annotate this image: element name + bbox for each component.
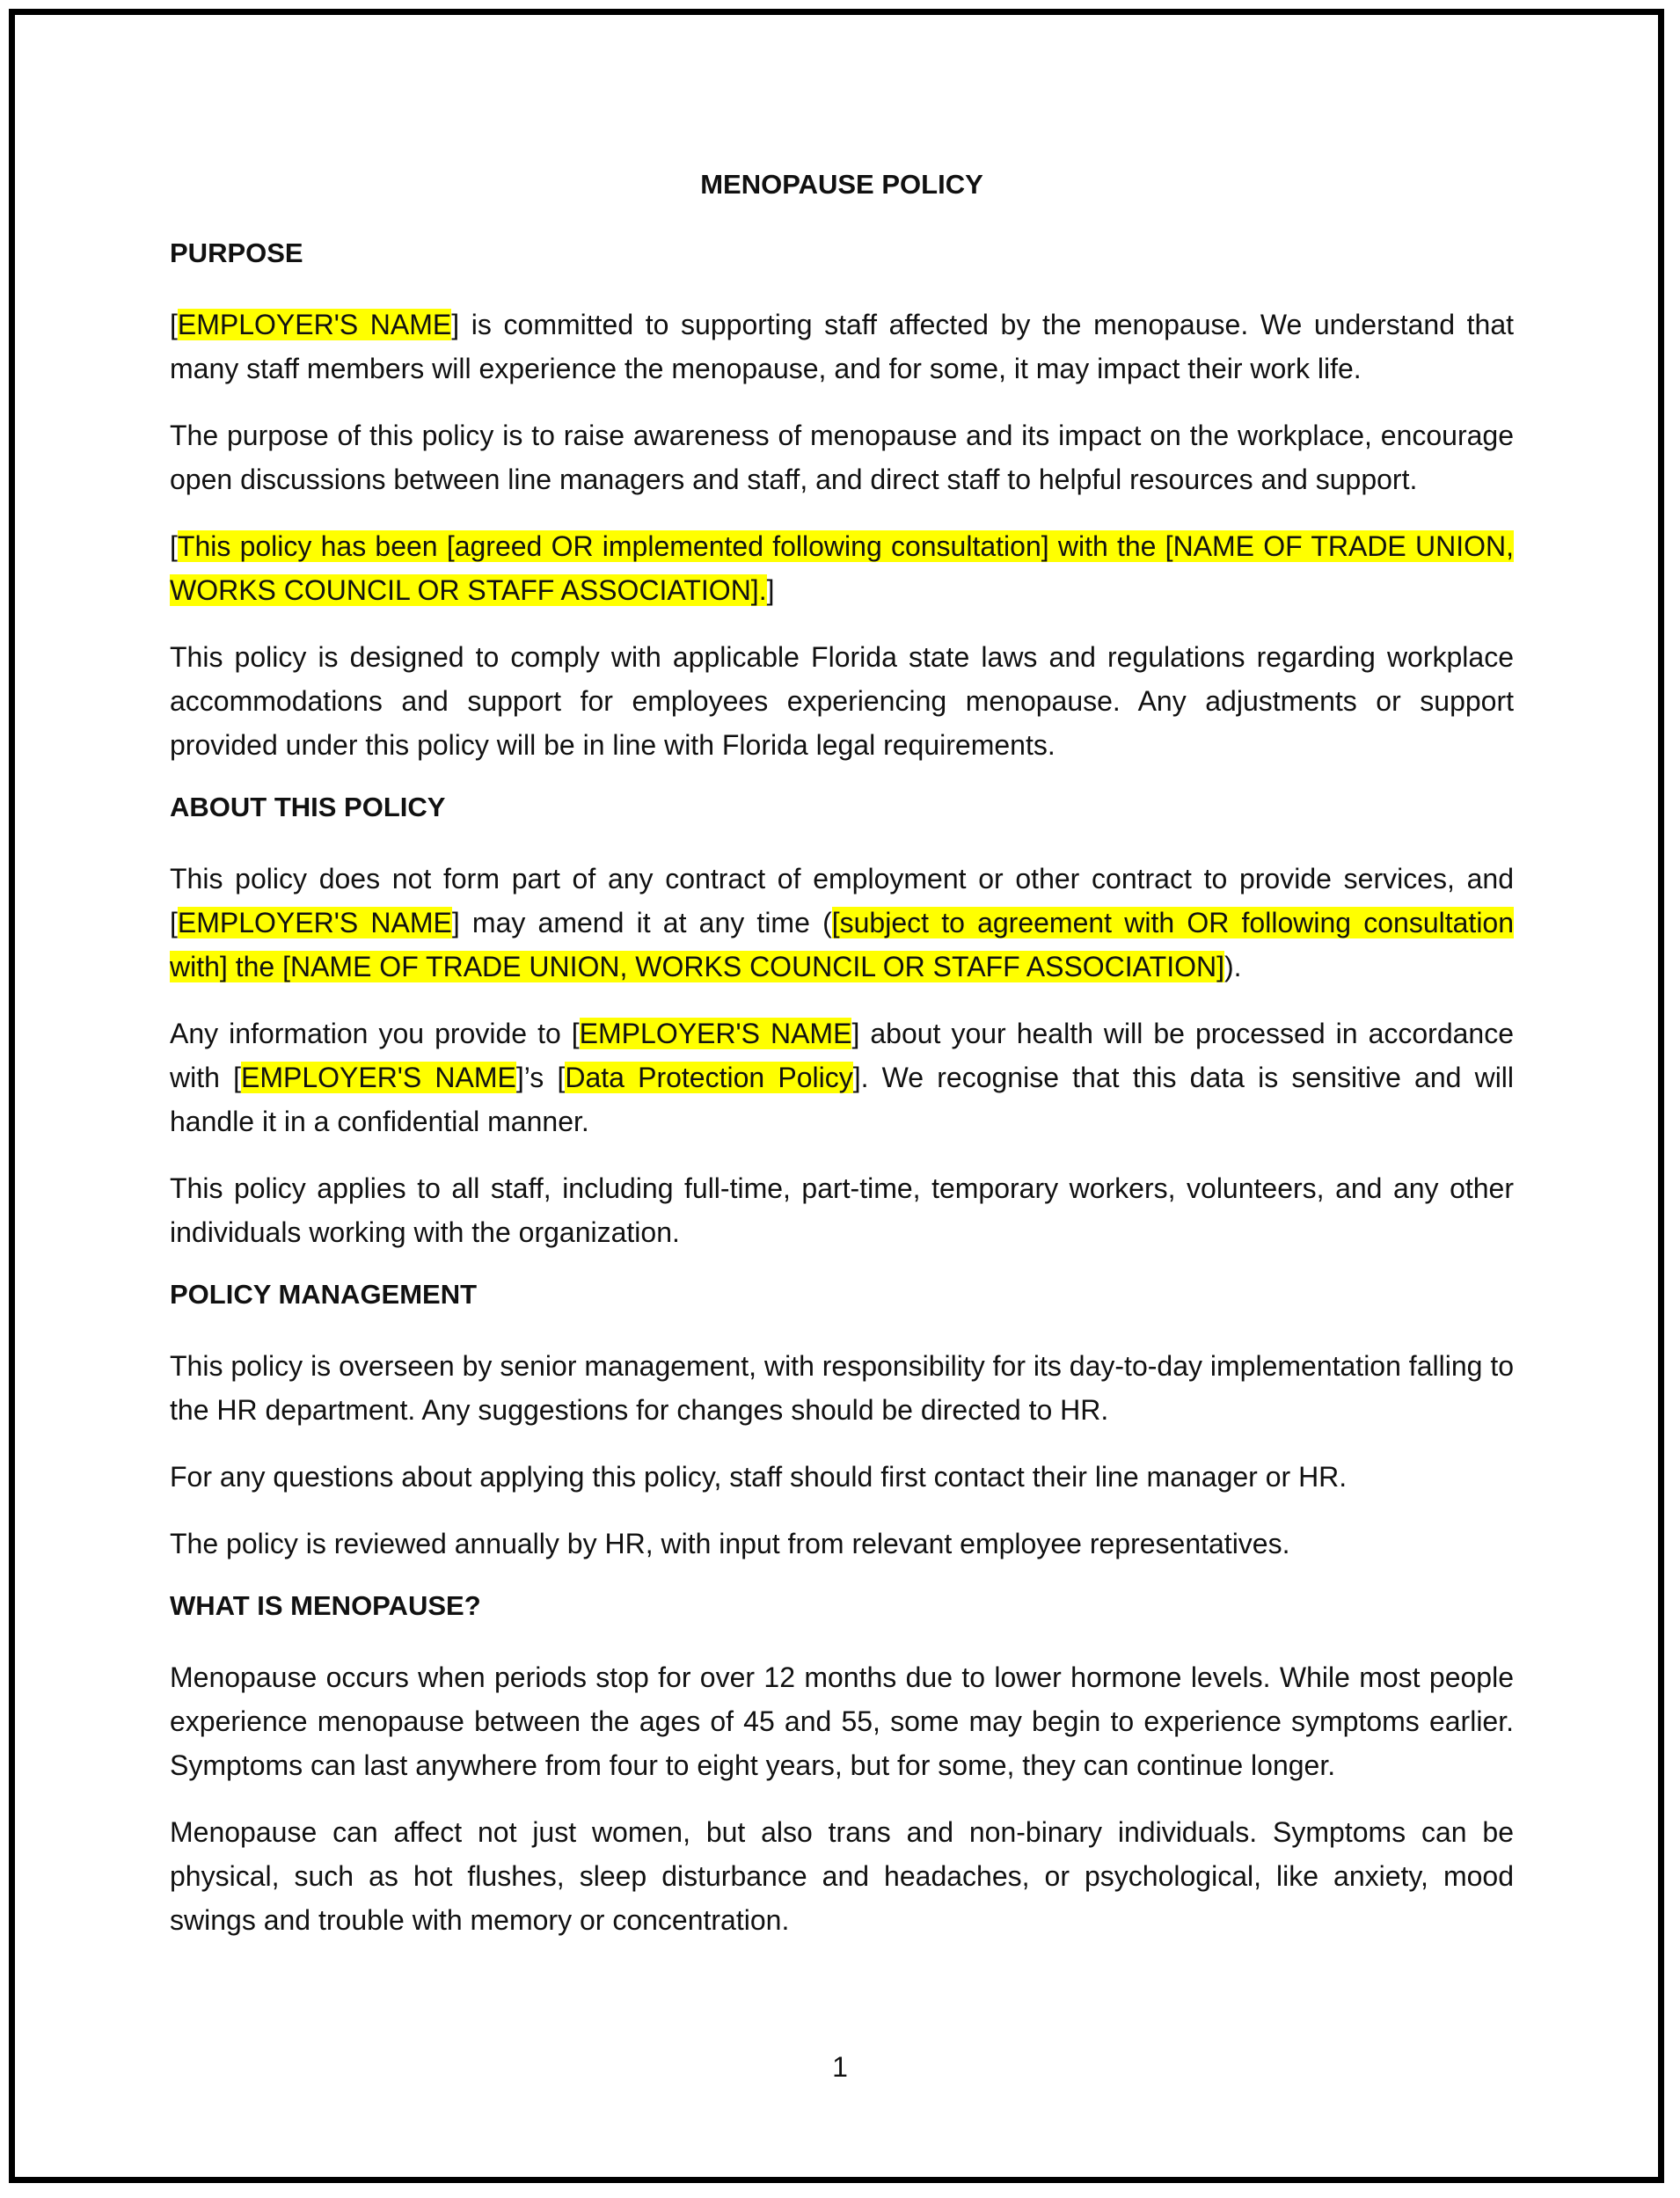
trade-union-placeholder: [subject to agreement with OR following consultation with] the [NAME OF TRADE UNION, WORKS COUNCIL OR STAFF ASSOCIATION] (170, 907, 1515, 982)
data-protection-policy-placeholder: Data Protection Policy (565, 1062, 853, 1093)
purpose-paragraph-4: This policy is designed to comply with applicable Florida state laws and regulations regarding workplace accommodations and support for employees experiencing menopause. Any adjustments or support provided under this policy will be in line with Florida legal requirements. (170, 641, 1514, 761)
section-heading-purpose: PURPOSE (170, 237, 303, 268)
document-title: MENOPAUSE POLICY (700, 169, 983, 200)
purpose-paragraph-2: The purpose of this policy is to raise awareness of menopause and its impact on the workplace, encourage open discussions between line managers and staff, and direct staff to helpful resources and support. (170, 420, 1514, 495)
section-heading-management: POLICY MANAGEMENT (170, 1279, 478, 1310)
about-paragraph-2 (170, 1011, 1514, 1143)
about-paragraph-1 (170, 857, 1514, 989)
employer-name-placeholder: EMPLOYER'S NAME (579, 1018, 852, 1049)
about-paragraph-2-text-d: ]. We recognise that this data is sensitive and will handle it in a confidential manner. (170, 1062, 1515, 1137)
what-is-paragraph-1: Menopause occurs when periods stop for over 12 months due to lower hormone levels. While most people experience menopause between the ages of 45 and 55, some may begin to experience symptoms earlier. Symptoms can last anywhere from four to eight years, but for some, they can continue longer. (170, 1661, 1514, 1781)
employer-name-placeholder: EMPLOYER'S NAME (240, 1062, 516, 1093)
management-paragraph-3: The policy is reviewed annually by HR, with input from relevant employee representatives. (170, 1528, 1290, 1559)
about-paragraph-3: This policy applies to all staff, including full-time, part-time, temporary workers, volunteers, and any other individuals working with the organization. (170, 1172, 1514, 1248)
document-body (170, 167, 1514, 1965)
about-paragraph-2-text-a: Any information you provide to [ (170, 1018, 580, 1049)
purpose-paragraph-1 (170, 303, 1514, 391)
consultation-placeholder: This policy has been [agreed OR implemented following consultation] with the [NAME OF TRADE UNION, WORKS COUNCIL OR STAFF ASSOCIATION]. (170, 530, 1514, 606)
what-is-paragraph-2: Menopause can affect not just women, but also trans and non-binary individuals. Symptoms can be physical, such as hot flushes, sleep disturbance and headaches, or psychological, like anxiety, mood swings and trouble with memory or concentration. (170, 1816, 1514, 1936)
section-heading-about: ABOUT THIS POLICY (170, 792, 446, 822)
about-paragraph-2-text-c: ]’s [ (515, 1062, 566, 1093)
page-number: 1 (832, 2051, 848, 2083)
section-heading-what-is-menopause: WHAT IS MENOPAUSE? (170, 1590, 481, 1621)
bracket-open: [ (170, 530, 178, 562)
management-paragraph-2: For any questions about applying this policy, staff should first contact their line manager or HR. (170, 1461, 1348, 1493)
about-paragraph-1-text-b: ] may amend it at any time ( (451, 907, 832, 938)
employer-name-placeholder: EMPLOYER'S NAME (177, 907, 452, 938)
about-paragraph-2-text-b: ] about your health will be processed in accordance with [ (170, 1018, 1515, 1093)
bracket-close: ] (766, 574, 775, 606)
management-paragraph-1: This policy is overseen by senior management, with responsibility for its day-to-day implementation falling to the HR department. Any suggestions for changes should be directed to HR. (170, 1350, 1514, 1426)
bracket-open: [ (170, 309, 178, 340)
purpose-paragraph-3 (170, 524, 1514, 612)
about-paragraph-1-text-c: ). (1223, 951, 1242, 982)
about-paragraph-1-text-a: This policy does not form part of any contract of employment or other contract to provide services, and [ (170, 863, 1514, 938)
purpose-paragraph-1-text: ] is committed to supporting staff affected by the menopause. We understand that many staff members will experience the menopause, and for some, it may impact their work life. (170, 309, 1515, 384)
employer-name-placeholder: EMPLOYER'S NAME (177, 309, 452, 340)
